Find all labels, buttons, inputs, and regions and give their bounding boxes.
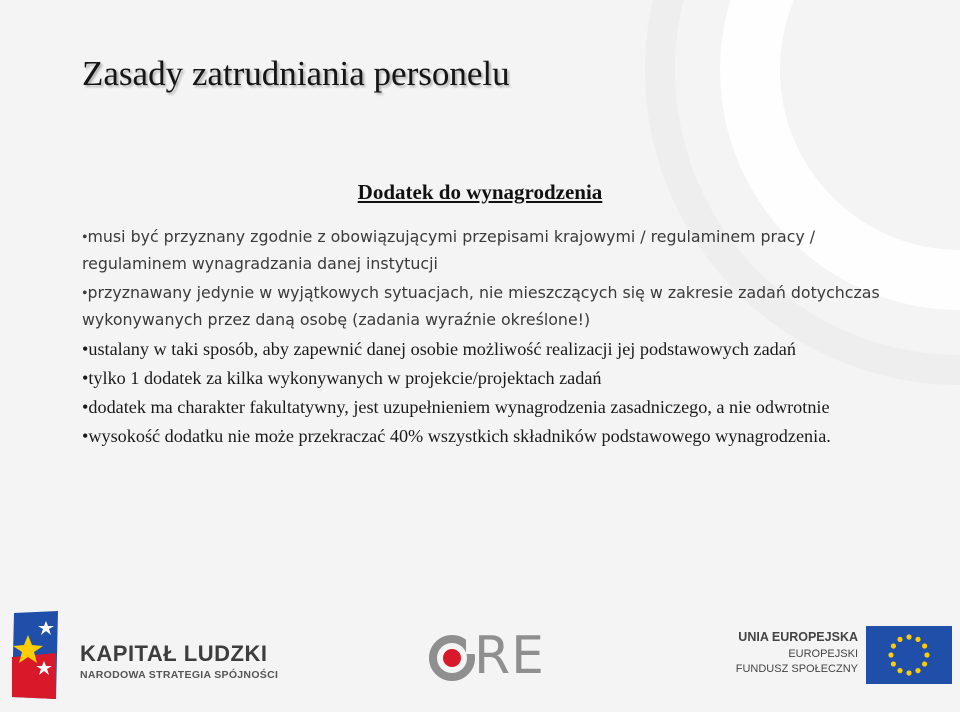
bullet-item [82,365,882,391]
bullet-item [82,224,882,277]
eu-flag-icon [866,626,952,684]
bullet-marker: • [82,426,89,446]
kapital-ludzki-subtitle: NARODOWA STRATEGIA SPÓJNOŚCI [80,669,279,681]
bullet-item [82,423,882,449]
bullet-item [82,394,882,420]
bullet-marker: • [82,397,89,417]
bullet-marker: • [82,285,88,302]
section-subtitle: Dodatek do wynagrodzenia [357,180,603,204]
bullet-text: wysokość dodatku nie może przekraczać 40% wszystkich składników podstawowego wynagrodzenia. [88,426,831,446]
bullet-marker: • [82,339,89,359]
eu-line-2: EUROPEJSKI [788,648,858,660]
eu-line-3: FUNDUSZ SPOŁECZNY [735,663,858,675]
bullet-text: dodatek ma charakter fakultatywny, jest uzupełnieniem wynagrodzenia zasadniczego, a nie odwrotnie [88,397,830,417]
bullet-text: musi być przyznany zgodnie z obowiązującymi przepisami krajowymi / regulaminem pracy / regulaminem wynagradzania danej instytucji [82,227,816,273]
ore-logo [428,628,558,688]
bullet-text: przyznawany jedynie w wyjątkowych sytuacjach, nie mieszczących się w zakresie zadań dotychczas wykonywanych przez daną osobę (zadania wyraźnie określone!) [82,283,880,329]
bullet-list [82,224,882,452]
kapital-ludzki-flag-icon [6,611,68,701]
kapital-ludzki-title: KAPITAŁ LUDZKI [80,641,268,666]
ore-text: RE [474,626,545,686]
ore-o-icon [428,630,476,686]
bullet-text: tylko 1 dodatek za kilka wykonywanych w projekcie/projektach zadań [88,368,602,388]
slide-title: Zasady zatrudniania personelu [82,54,510,93]
bullet-marker: • [82,368,89,388]
eu-line-1: UNIA EUROPEJSKA [738,630,858,644]
bullet-marker: • [82,229,88,246]
eu-logo [735,626,952,688]
bullet-item [82,336,882,362]
kapital-ludzki-logo [6,611,286,701]
bullet-item [82,280,882,333]
bullet-text: ustalany w taki sposób, aby zapewnić danej osobie możliwość realizacji jej podstawowych zadań [88,339,796,359]
